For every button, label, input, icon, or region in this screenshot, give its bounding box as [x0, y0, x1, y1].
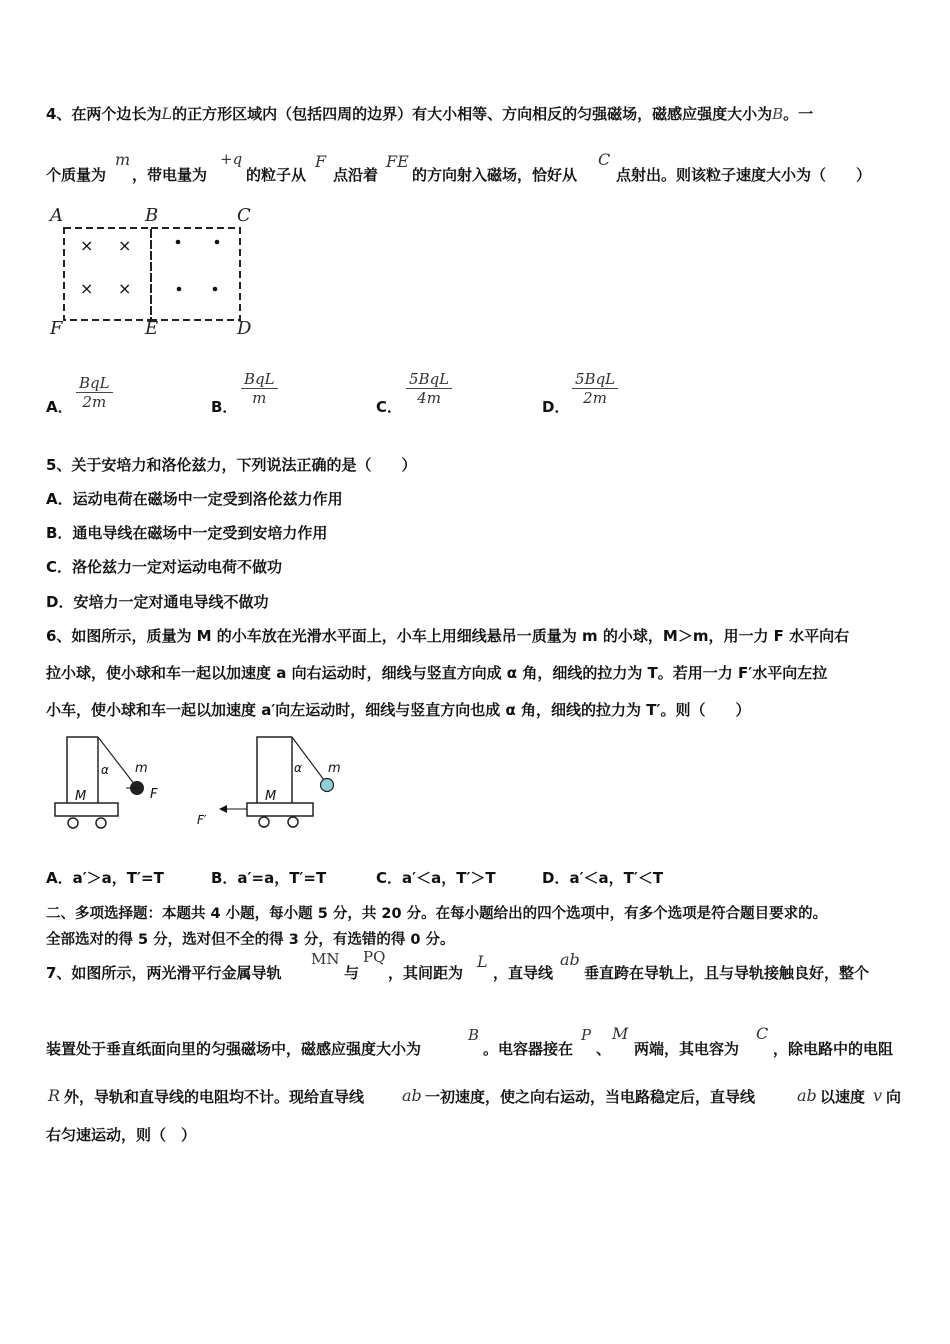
point-label-E: E	[145, 318, 159, 339]
q7-symbol-L: L	[477, 952, 488, 971]
q6-stem-line1: 6、如图所示，质量为 M 的小车放在光滑水平面上，小车上用细线悬吊一质量为 m 的小球，M＞m，用一力 F 水平向右	[46, 627, 850, 645]
section2-heading-line2: 全部选对的得 5 分，选对但不全的得 3 分，有选错的得 0 分。	[46, 932, 455, 948]
q4-text: 个质量为	[46, 166, 107, 184]
q7-symbol-C: C	[756, 1024, 769, 1043]
fraction-numerator: BqL	[244, 370, 275, 388]
section2-heading-line1: 二、多项选择题：本题共 4 小题，每小题 5 分，共 20 分。在每小题给出的四个选项中，有多个选项是符合题目要求的。	[46, 906, 828, 922]
q5-option-a[interactable]: A．运动电荷在磁场中一定受到洛伦兹力作用	[46, 490, 343, 508]
fraction-numerator: BqL	[79, 374, 110, 392]
wheel	[288, 817, 298, 827]
q5-option-b[interactable]: B．通电导线在磁场中一定受到安培力作用	[46, 524, 328, 542]
q7-stem-line4: 右匀速运动，则（ ）	[46, 1126, 197, 1144]
q7-symbol-v: v	[873, 1086, 883, 1105]
q7-text: 、	[596, 1040, 612, 1058]
wheel	[259, 817, 269, 827]
q4-text: 。一	[783, 105, 814, 123]
point-label-B: B	[145, 205, 159, 226]
q7-text: 外，导轨和直导线的电阻均不计。现给直导线	[64, 1088, 365, 1106]
q6-option-a[interactable]: A．a′＞a，T′=T	[46, 869, 164, 887]
q4-stem-line2	[0, 150, 950, 190]
cart-pendulum-left-svg	[195, 733, 355, 833]
point-label-C: C	[237, 205, 251, 226]
q6-option-b[interactable]: B．a′=a，T′=T	[211, 869, 327, 887]
q7-symbol-ab: ab	[402, 1086, 422, 1105]
fraction-denominator: m	[241, 388, 278, 407]
q4-option-c[interactable]	[376, 370, 526, 420]
q7-text: 与	[344, 964, 360, 982]
alpha-label: α	[101, 763, 109, 777]
q5-stem: 5、关于安培力和洛伦兹力，下列说法正确的是（ ）	[46, 456, 417, 474]
q7-text: 7、如图所示，两光滑平行金属导轨	[46, 964, 282, 982]
q7-text: ，直导线	[493, 964, 554, 982]
force-label: F	[150, 787, 158, 802]
point-label-A: A	[50, 205, 63, 226]
cart-mass-label: M	[75, 789, 87, 804]
q7-stem-line3	[0, 1086, 950, 1110]
q4-text: 点沿着	[333, 166, 379, 184]
q5-option-c[interactable]: C．洛伦兹力一定对运动电荷不做功	[46, 558, 283, 576]
q7-text: ，除电路中的电阻	[773, 1040, 894, 1058]
q4-text: 的粒子从	[246, 166, 307, 184]
dot-mark	[213, 287, 218, 292]
cart-mass-label: M	[265, 789, 277, 804]
q6-figure-left	[50, 733, 180, 833]
q7-symbol-M: M	[612, 1024, 629, 1043]
q4-symbol-FE: FE	[386, 152, 409, 171]
q4-text: 4、在两个边长为	[46, 105, 162, 123]
q6-stem-line2: 拉小球，使小球和车一起以加速度 a 向右运动时，细线与竖直方向成 α 角，细线的拉力为 T。若用一力 F′水平向左拉	[46, 664, 828, 682]
small-mass-label: m	[328, 761, 341, 776]
fraction-denominator: 2m	[572, 388, 618, 407]
left-square	[64, 228, 151, 320]
q7-symbol-PQ: PQ	[363, 948, 386, 966]
string	[98, 737, 135, 785]
q4-text: 的方向射入磁场，恰好从	[412, 166, 578, 184]
q4-symbol-C: C	[598, 150, 611, 169]
q7-stem-line2	[0, 1024, 950, 1064]
q7-stem-line1	[0, 948, 950, 988]
q4-symbol-L: L	[161, 104, 173, 123]
q7-text: 两端，其电容为	[634, 1040, 740, 1058]
q4-text: 点射出。则该粒子速度大小为（ ）	[616, 166, 872, 184]
q4-stem-line1	[46, 103, 813, 124]
q7-symbol-ab: ab	[560, 950, 580, 969]
option-fraction	[76, 374, 113, 411]
q7-symbol-R: R	[48, 1086, 61, 1105]
q7-text: 向	[886, 1088, 902, 1106]
cart-pendulum-right-svg	[50, 733, 180, 833]
q7-text: 以速度	[820, 1088, 866, 1106]
q4-option-b[interactable]	[211, 370, 361, 420]
alpha-label: α	[294, 761, 302, 775]
q7-symbol-B: B	[468, 1026, 480, 1044]
force-arrow-head	[219, 805, 227, 813]
q7-text: 。电容器接在	[483, 1040, 574, 1058]
cross-mark: ×	[80, 236, 94, 255]
q7-text: 垂直跨在导轨上，且与导轨接触良好，整个	[584, 964, 870, 982]
q7-text: 装置处于垂直纸面向里的匀强磁场中，磁感应强度大小为	[46, 1040, 422, 1058]
dot-mark	[215, 240, 220, 245]
dot-mark	[177, 287, 182, 292]
fraction-denominator: 2m	[76, 392, 113, 411]
q7-symbol-P: P	[581, 1026, 592, 1044]
cart-body	[247, 803, 313, 816]
cart-body	[55, 803, 118, 816]
q4-symbol-B: B	[772, 105, 784, 123]
q7-text: ，其间距为	[388, 964, 464, 982]
q4-magnetic-field-figure	[44, 205, 274, 340]
right-square	[151, 228, 240, 320]
option-letter: D．	[542, 398, 570, 416]
q4-symbol-F: F	[315, 152, 327, 171]
option-fraction	[241, 370, 278, 407]
q4-symbol-m: m	[115, 150, 131, 169]
q4-symbol-q: +q	[220, 150, 243, 168]
q4-text: ，带电量为	[132, 166, 208, 184]
cross-mark: ×	[118, 236, 132, 255]
q4-option-a[interactable]	[46, 370, 196, 420]
option-letter: A．	[46, 398, 73, 416]
wheel	[96, 818, 106, 828]
q6-option-c[interactable]: C．a′＜a，T′＞T	[376, 869, 496, 887]
q6-stem-line3: 小车，使小球和车一起以加速度 a′向左运动时，细线与竖直方向也成 α 角，细线的拉力为 T′。则（ ）	[46, 701, 751, 719]
q7-symbol-ab: ab	[797, 1086, 817, 1105]
fraction-numerator: 5BqL	[575, 370, 616, 388]
option-letter: B．	[211, 398, 238, 416]
q6-option-d[interactable]: D．a′＜a，T′＜T	[542, 869, 664, 887]
q4-text: 的正方形区域内（包括四周的边界）有大小相等、方向相反的匀强磁场，磁感应强度大小为	[172, 105, 773, 123]
q6-figure-right	[195, 733, 355, 833]
option-fraction	[406, 370, 452, 407]
option-fraction	[572, 370, 618, 407]
point-label-F: F	[50, 318, 63, 339]
point-label-D: D	[237, 318, 252, 339]
small-mass-label: m	[135, 761, 148, 776]
option-letter: C．	[376, 398, 403, 416]
dot-mark	[176, 240, 181, 245]
force-label: F′	[197, 813, 207, 827]
fraction-denominator: 4m	[406, 388, 452, 407]
cross-mark: ×	[118, 279, 132, 298]
q7-text: 一初速度，使之向右运动，当电路稳定后，直导线	[425, 1088, 756, 1106]
fraction-numerator: 5BqL	[409, 370, 450, 388]
q4-option-d[interactable]	[542, 370, 692, 420]
wheel	[68, 818, 78, 828]
ball	[321, 779, 334, 792]
q5-option-d[interactable]: D．安培力一定对通电导线不做功	[46, 593, 269, 611]
q7-symbol-MN: MN	[311, 950, 340, 968]
cross-mark: ×	[80, 279, 94, 298]
